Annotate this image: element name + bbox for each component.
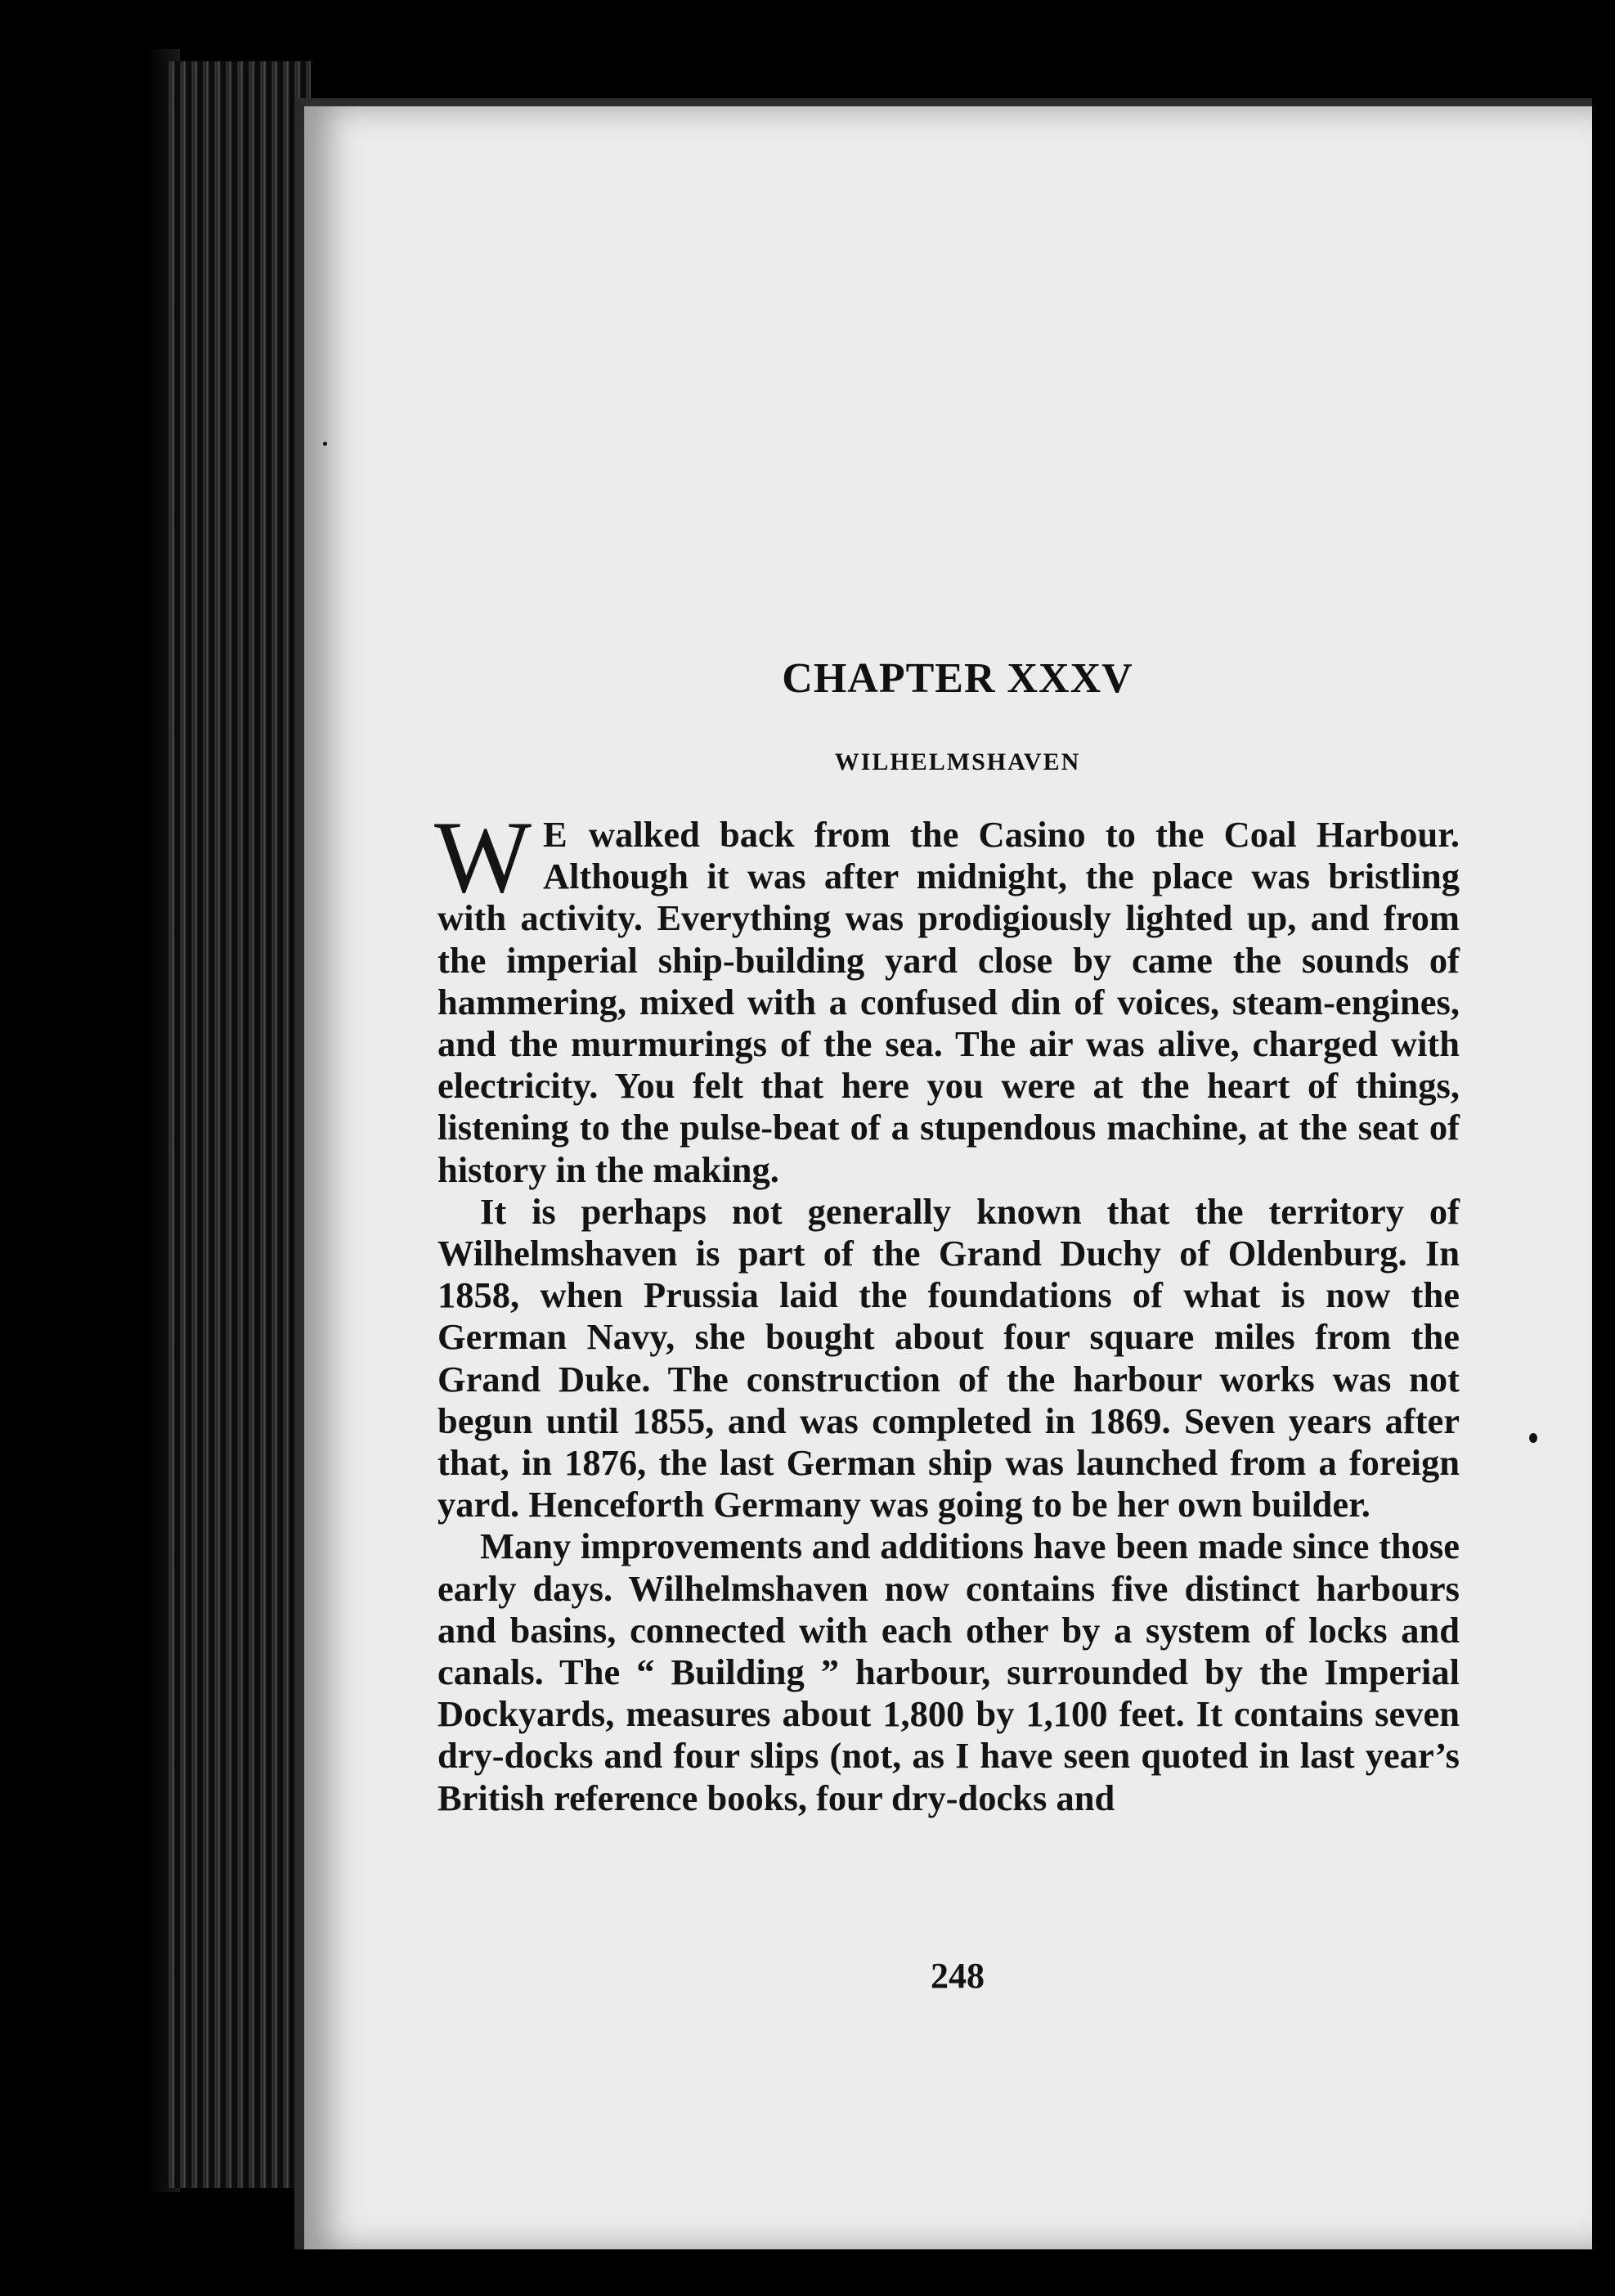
chapter-heading: CHAPTER XXXV: [782, 655, 1133, 702]
paragraph-2: It is perhaps not generally known that the territory of Wilhelmshaven is part of the Grand Duchy of Oldenburg. In 1858, when Prussia laid the foundations of what is now the German Navy, she bought about four square miles from the Grand Duke. The construction of the harbour works was not begun until 1855, and was completed in 1869. Seven years after that, in 1876, the last German ship was launched from a foreign yard. Henceforth Germany was going to be her own builder.: [437, 1190, 1460, 1525]
paragraph-3: Many improvements and additions have been made since those early days. Wilhelmshaven now contains five distinct harbours and basins, connected with each other by a system of locks and canals. The “ Building ” harbour, surrounded by the Imperial Dockyards, measures about 1,800 by 1,100 feet. It contains seven dry-docks and four slips (not, as I have seen quoted in last year’s British reference books, four dry-docks and: [437, 1525, 1460, 1818]
scan-speck: [1529, 1433, 1537, 1443]
page-number: 248: [931, 1956, 985, 1996]
book-page-edges: [164, 61, 311, 2188]
paragraph-1: [434, 801, 1460, 1191]
drop-cap: W: [434, 801, 532, 914]
first-word: E: [542, 814, 569, 855]
chapter-subtitle: WILHELMSHAVEN: [834, 748, 1081, 775]
scan-speck: [323, 442, 327, 446]
paragraph-1-text: walked back from the Casino to the Coal Harbour. Although it was after midnight, the place was bristling with activity. Everything was prodigiously lighted up, and from the imperial ship-building yard close by came the sounds of hammering, mixed with a confused din of voices, steam-engines, and the murmurings of the sea. The air was alive, charged with electricity. You felt that here you were at the heart of things, listening to the pulse-beat of a stupendous machine, at the seat of history in the making.: [437, 814, 1460, 1190]
body-text: [434, 801, 1460, 1819]
